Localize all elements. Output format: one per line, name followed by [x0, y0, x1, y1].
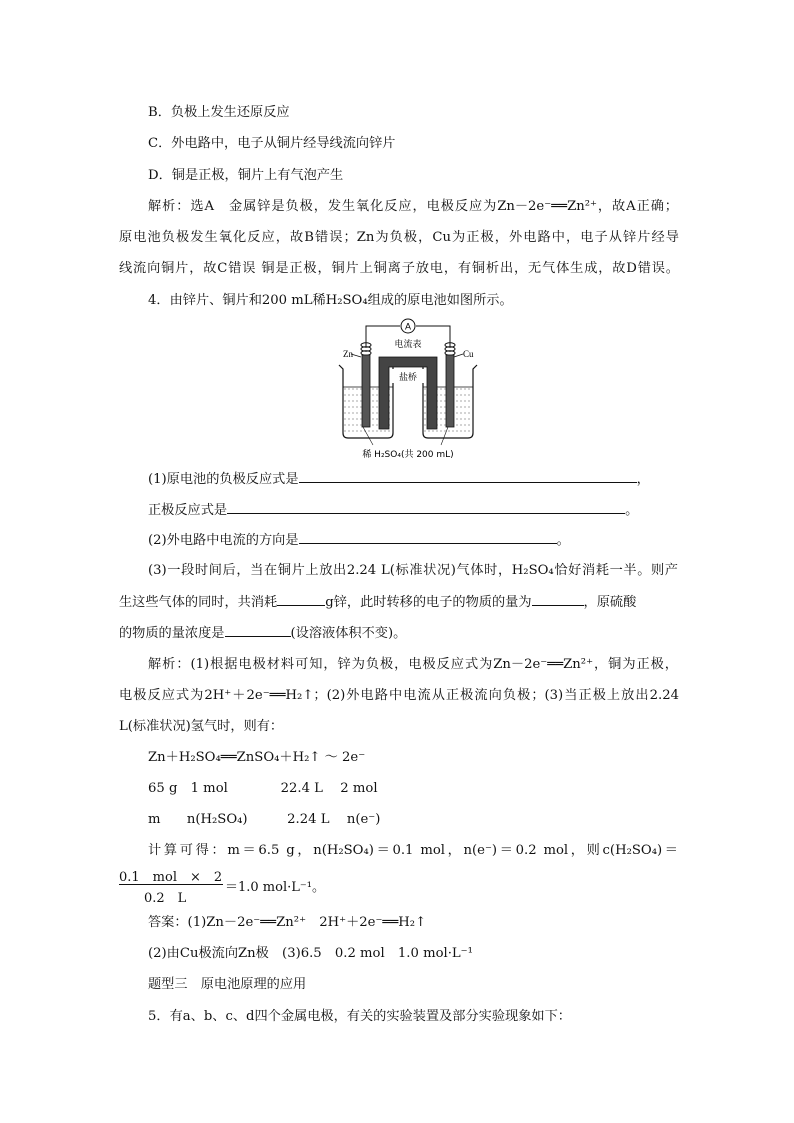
- cu-electrode: [446, 355, 454, 427]
- zn-label: Zn: [343, 349, 353, 359]
- question-4-part3-cont: 生这些气体的同时，共消耗 g锌，此时转移的电子的物质的量为 ，原硫酸: [119, 595, 637, 610]
- question-4-part1b: 正极反应式是 。: [148, 503, 639, 518]
- answer-line: (2)由Cu极流向Zn极 (3)6.5 0.2 mol 1.0 mol·L⁻¹: [148, 946, 473, 961]
- analysis-line: 线流向铜片，故C错误 铜是正极，铜片上铜离子放电，有铜析出，无气体生成，故D错误。: [119, 261, 679, 276]
- answer-blank[interactable]: [277, 593, 325, 606]
- question-4-part2: (2)外电路中电流的方向是 。: [148, 533, 570, 548]
- figure-caption: 稀 H₂SO₄(共 200 mL): [362, 450, 454, 460]
- analysis-line: 原电池负极发生氧化反应，故B错误；Zn为负极，Cu为正极，外电路中，电子从锌片经导: [119, 230, 679, 245]
- analysis-line: 解析：选A 金属锌是负极，发生氧化反应，电极反应为Zn－2e⁻══Zn²⁺，故A正确；: [148, 199, 678, 214]
- zn-electrode: [362, 355, 370, 427]
- fraction-denominator: 0.2 L: [144, 891, 187, 906]
- analysis-line: 解析：(1)根据电极材料可知，锌为负极，电极反应式为Zn－2e⁻══Zn²⁺，铜为正极，: [148, 657, 678, 672]
- calculation-line: 计算可得：m＝6.5 g，n(H₂SO₄)＝0.1 mol，n(e⁻)＝0.2 mol，则c(H₂SO₄)＝: [148, 843, 678, 858]
- option-c: C．外电路中，电子从铜片经导线流向锌片: [148, 136, 396, 151]
- question-4-part3-cont: 的物质的量浓度是 (设溶液体积不变)。: [119, 626, 407, 641]
- ammeter-label: 电流表: [394, 340, 422, 350]
- answer-blank[interactable]: [225, 624, 291, 637]
- option-b: B．负极上发生还原反应: [148, 105, 290, 120]
- fraction-numerator: 0.1 mol × 2: [119, 870, 223, 885]
- question-4-part3: (3)一段时间后，当在铜片上放出2.24 L(标准状况)气体时，H₂SO₄恰好消耗一半。则产: [148, 563, 678, 578]
- question-4-stem: 4．由锌片、铜片和200 mL稀H₂SO₄组成的原电池如图所示。: [148, 293, 513, 308]
- option-d: D．铜是正极，铜片上有气泡产生: [148, 168, 344, 183]
- fraction-bar: [119, 884, 223, 885]
- stoichiometry-row: m n(H₂SO₄) 2.24 L n(e⁻): [148, 812, 381, 827]
- analysis-line: 电极反应式为2H⁺＋2e⁻══H₂↑；(2)外电路中电流从正极流向负极；(3)当正极上放出2.24: [119, 688, 679, 703]
- question-5-stem: 5．有a、b、c、d四个金属电极，有关的实验装置及部分实验现象如下：: [148, 1009, 571, 1024]
- galvanic-cell-figure: [333, 317, 483, 463]
- salt-bridge-label: 盐桥: [398, 373, 418, 383]
- question-4-part1a: (1)原电池的负极反应式是 ，: [148, 472, 650, 487]
- answer-blank[interactable]: [532, 593, 584, 606]
- stoichiometry-row: 65 g 1 mol 22.4 L 2 mol: [148, 781, 378, 796]
- answer-blank[interactable]: [299, 531, 557, 544]
- reaction-equation: Zn＋H₂SO₄══ZnSO₄＋H₂↑ ～ 2e⁻: [148, 750, 366, 765]
- ammeter-symbol: A: [404, 321, 412, 332]
- section-heading: 题型三 原电池原理的应用: [148, 977, 307, 992]
- answer-blank[interactable]: [227, 501, 625, 514]
- fraction-result: ＝1.0 mol·L⁻¹。: [225, 880, 325, 895]
- salt-bridge: [379, 357, 437, 429]
- answer-blank[interactable]: [299, 470, 637, 483]
- cu-label: Cu: [463, 349, 474, 359]
- answer-line: 答案：(1)Zn－2e⁻══Zn²⁺ 2H⁺＋2e⁻══H₂↑: [148, 915, 427, 930]
- analysis-line: L(标准状况)氢气时，则有：: [119, 719, 284, 734]
